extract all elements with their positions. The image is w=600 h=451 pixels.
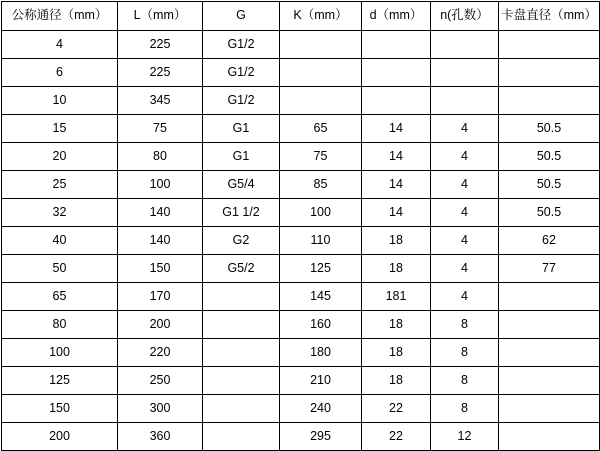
cell-d: 22 xyxy=(362,395,431,423)
cell-length: 150 xyxy=(118,255,203,283)
cell-d: 22 xyxy=(362,423,431,451)
cell-k: 65 xyxy=(280,115,362,143)
cell-d: 14 xyxy=(362,199,431,227)
table-row xyxy=(2,255,600,283)
cell-thread xyxy=(203,283,280,311)
specification-table xyxy=(1,1,600,451)
table-row xyxy=(2,423,600,451)
table-row xyxy=(2,367,600,395)
cell-hole-count: 8 xyxy=(431,339,499,367)
cell-d: 18 xyxy=(362,255,431,283)
cell-length: 250 xyxy=(118,367,203,395)
table-row xyxy=(2,339,600,367)
cell-nominal-diameter: 80 xyxy=(2,311,118,339)
cell-d: 14 xyxy=(362,143,431,171)
cell-flange-diameter: 77 xyxy=(499,255,600,283)
cell-nominal-diameter: 25 xyxy=(2,171,118,199)
column-header-d: d（mm） xyxy=(362,2,431,31)
column-header-nominal-diameter: 公称通径（mm） xyxy=(2,2,118,31)
cell-flange-diameter: 50.5 xyxy=(499,115,600,143)
cell-nominal-diameter: 200 xyxy=(2,423,118,451)
cell-d: 18 xyxy=(362,311,431,339)
cell-flange-diameter xyxy=(499,367,600,395)
cell-length: 140 xyxy=(118,199,203,227)
cell-length: 225 xyxy=(118,31,203,59)
cell-thread xyxy=(203,395,280,423)
cell-flange-diameter: 50.5 xyxy=(499,199,600,227)
table-row xyxy=(2,31,600,59)
cell-length: 140 xyxy=(118,227,203,255)
cell-thread: G1/2 xyxy=(203,59,280,87)
column-header-flange-diameter: 卡盘直径（mm） xyxy=(499,2,600,31)
table-row xyxy=(2,199,600,227)
cell-k: 210 xyxy=(280,367,362,395)
cell-length: 300 xyxy=(118,395,203,423)
cell-flange-diameter xyxy=(499,87,600,115)
cell-flange-diameter xyxy=(499,59,600,87)
cell-hole-count: 4 xyxy=(431,199,499,227)
cell-nominal-diameter: 10 xyxy=(2,87,118,115)
column-header-length: L（mm） xyxy=(118,2,203,31)
cell-k: 180 xyxy=(280,339,362,367)
cell-nominal-diameter: 20 xyxy=(2,143,118,171)
table-row xyxy=(2,87,600,115)
cell-d xyxy=(362,87,431,115)
cell-nominal-diameter: 125 xyxy=(2,367,118,395)
cell-length: 75 xyxy=(118,115,203,143)
cell-d: 14 xyxy=(362,115,431,143)
cell-hole-count: 4 xyxy=(431,171,499,199)
cell-flange-diameter xyxy=(499,395,600,423)
cell-hole-count: 8 xyxy=(431,311,499,339)
cell-flange-diameter xyxy=(499,423,600,451)
cell-nominal-diameter: 40 xyxy=(2,227,118,255)
cell-nominal-diameter: 150 xyxy=(2,395,118,423)
cell-length: 220 xyxy=(118,339,203,367)
cell-k xyxy=(280,59,362,87)
cell-thread: G1 xyxy=(203,115,280,143)
cell-d xyxy=(362,59,431,87)
cell-hole-count xyxy=(431,59,499,87)
cell-d: 18 xyxy=(362,367,431,395)
cell-length: 170 xyxy=(118,283,203,311)
cell-hole-count: 8 xyxy=(431,367,499,395)
cell-d xyxy=(362,31,431,59)
cell-flange-diameter xyxy=(499,311,600,339)
cell-thread: G2 xyxy=(203,227,280,255)
cell-thread: G1/2 xyxy=(203,87,280,115)
column-header-thread: G xyxy=(203,2,280,31)
cell-length: 225 xyxy=(118,59,203,87)
table-row xyxy=(2,311,600,339)
table-row xyxy=(2,171,600,199)
cell-thread: G5/2 xyxy=(203,255,280,283)
cell-hole-count: 12 xyxy=(431,423,499,451)
cell-k: 85 xyxy=(280,171,362,199)
table-row xyxy=(2,115,600,143)
cell-k: 110 xyxy=(280,227,362,255)
cell-hole-count xyxy=(431,31,499,59)
cell-k xyxy=(280,87,362,115)
cell-nominal-diameter: 100 xyxy=(2,339,118,367)
cell-nominal-diameter: 32 xyxy=(2,199,118,227)
cell-hole-count: 4 xyxy=(431,227,499,255)
cell-nominal-diameter: 50 xyxy=(2,255,118,283)
cell-flange-diameter xyxy=(499,339,600,367)
cell-flange-diameter: 50.5 xyxy=(499,171,600,199)
cell-thread: G1 1/2 xyxy=(203,199,280,227)
cell-flange-diameter xyxy=(499,283,600,311)
cell-hole-count: 4 xyxy=(431,255,499,283)
cell-d: 181 xyxy=(362,283,431,311)
cell-flange-diameter xyxy=(499,31,600,59)
cell-length: 345 xyxy=(118,87,203,115)
cell-hole-count: 4 xyxy=(431,115,499,143)
table-row xyxy=(2,227,600,255)
cell-hole-count: 4 xyxy=(431,143,499,171)
table-row xyxy=(2,395,600,423)
column-header-hole-count: n(孔数） xyxy=(431,2,499,31)
cell-hole-count: 4 xyxy=(431,283,499,311)
cell-d: 18 xyxy=(362,339,431,367)
cell-length: 360 xyxy=(118,423,203,451)
table-row xyxy=(2,283,600,311)
cell-nominal-diameter: 6 xyxy=(2,59,118,87)
cell-k: 295 xyxy=(280,423,362,451)
cell-k: 100 xyxy=(280,199,362,227)
cell-length: 200 xyxy=(118,311,203,339)
cell-thread: G5/4 xyxy=(203,171,280,199)
cell-nominal-diameter: 65 xyxy=(2,283,118,311)
table-row xyxy=(2,59,600,87)
cell-nominal-diameter: 4 xyxy=(2,31,118,59)
cell-thread xyxy=(203,339,280,367)
cell-nominal-diameter: 15 xyxy=(2,115,118,143)
cell-k: 240 xyxy=(280,395,362,423)
cell-thread: G1 xyxy=(203,143,280,171)
cell-thread xyxy=(203,423,280,451)
cell-thread xyxy=(203,367,280,395)
cell-length: 80 xyxy=(118,143,203,171)
table-row xyxy=(2,143,600,171)
cell-thread: G1/2 xyxy=(203,31,280,59)
cell-flange-diameter: 50.5 xyxy=(499,143,600,171)
cell-k xyxy=(280,31,362,59)
cell-thread xyxy=(203,311,280,339)
cell-k: 125 xyxy=(280,255,362,283)
cell-k: 75 xyxy=(280,143,362,171)
column-header-k: K（mm） xyxy=(280,2,362,31)
cell-flange-diameter: 62 xyxy=(499,227,600,255)
cell-k: 160 xyxy=(280,311,362,339)
cell-hole-count xyxy=(431,87,499,115)
cell-d: 14 xyxy=(362,171,431,199)
cell-k: 145 xyxy=(280,283,362,311)
cell-length: 100 xyxy=(118,171,203,199)
cell-hole-count: 8 xyxy=(431,395,499,423)
table-header-row xyxy=(2,2,600,31)
cell-d: 18 xyxy=(362,227,431,255)
